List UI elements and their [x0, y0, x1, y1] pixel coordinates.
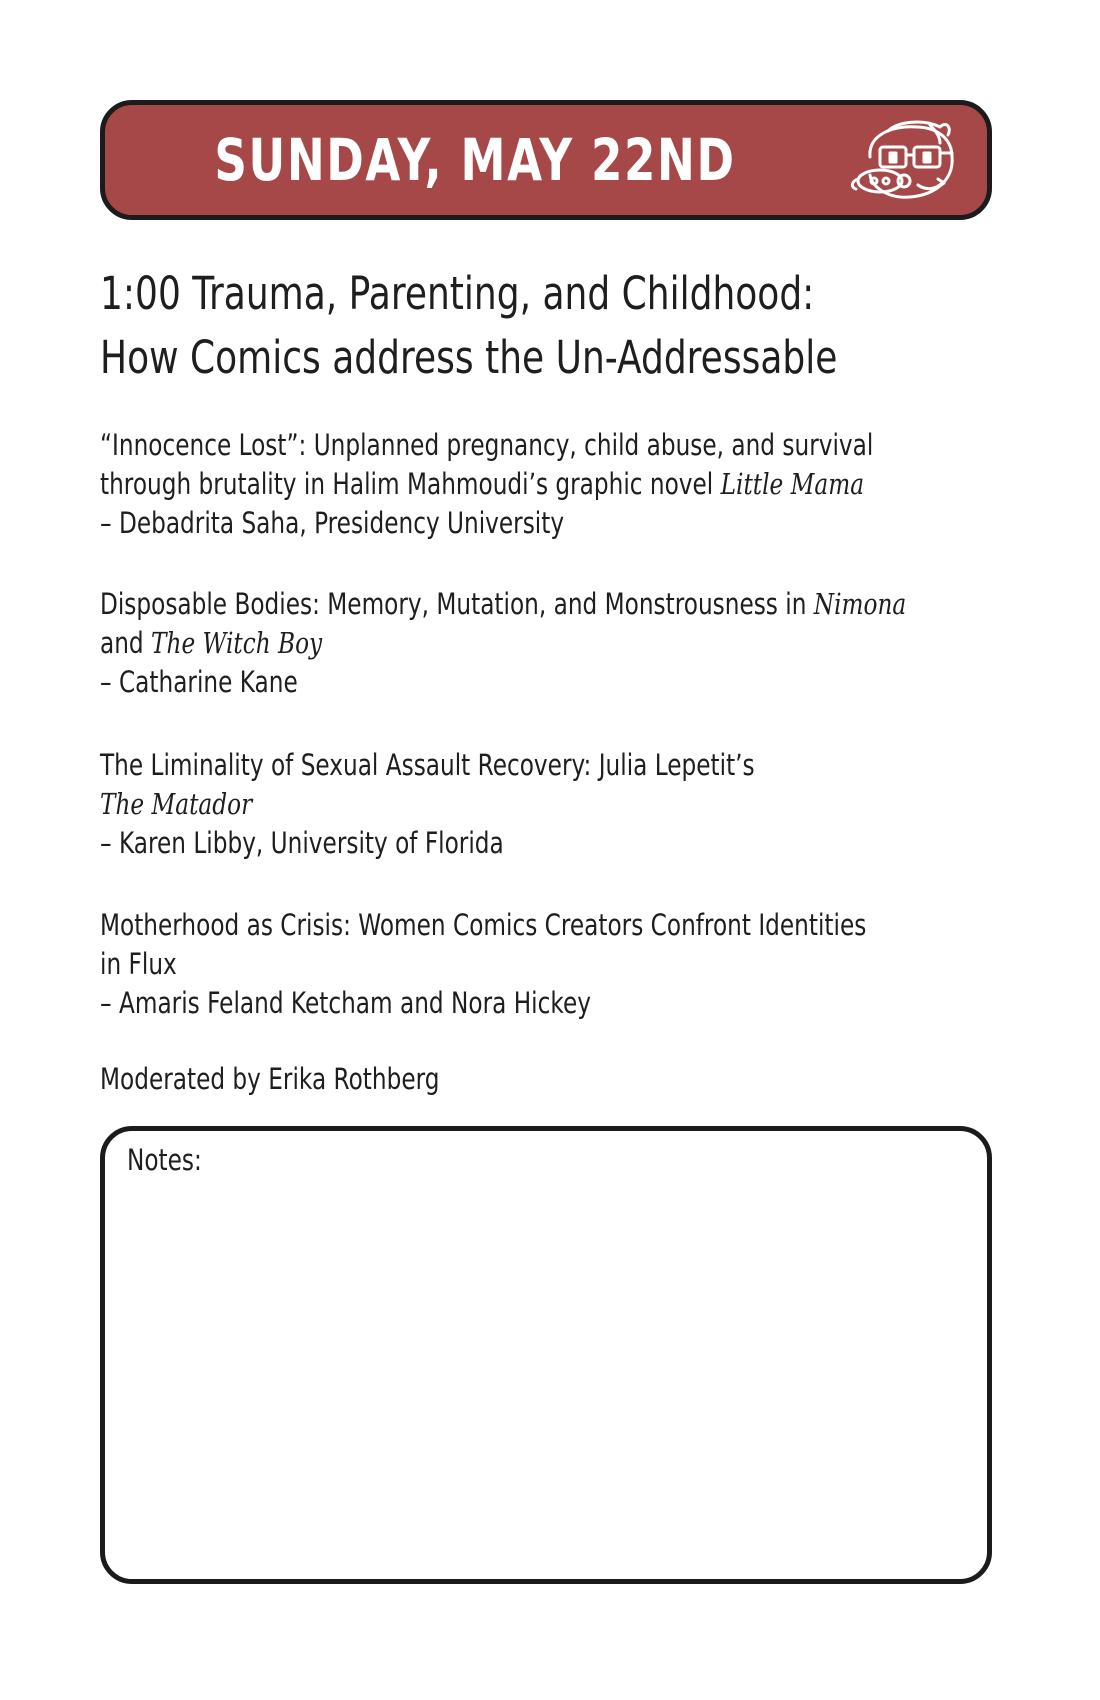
paper-3: [100, 746, 918, 863]
paper-author: – Catharine Kane: [100, 665, 298, 699]
paper-4: [100, 906, 1058, 1023]
paper-title: and: [100, 626, 152, 660]
paper-title: The Liminality of Sexual Assault Recovery: Julia Lepetit’s: [100, 748, 755, 782]
paper-1: [100, 426, 1067, 543]
book-title: Nimona: [813, 587, 907, 621]
day-title: SUNDAY, MAY 22ND: [214, 126, 736, 194]
session-title-line-1: 1:00 Trauma, Parenting, and Childhood:: [100, 267, 815, 320]
day-banner: [100, 100, 992, 220]
paper-title: “Innocence Lost”: Unplanned pregnancy, child abuse, and survival: [100, 428, 874, 462]
paper-title: Motherhood as Crisis: Women Comics Creators Confront Identities: [100, 908, 867, 942]
book-title: Little Mama: [720, 467, 865, 501]
paper-author: – Amaris Feland Ketcham and Nora Hickey: [100, 986, 591, 1020]
session-title: [100, 262, 1022, 390]
paper-author: – Karen Libby, University of Florida: [100, 826, 504, 860]
paper-2: [100, 585, 1100, 702]
moderator: [100, 1060, 524, 1099]
session-title-line-2: How Comics address the Un-Addressable: [100, 331, 838, 384]
glasses-face-icon: [840, 117, 970, 207]
book-title: The Matador: [100, 787, 253, 821]
paper-title: through brutality in Halim Mahmoudi’s graphic novel: [100, 467, 721, 501]
paper-title: in Flux: [100, 947, 177, 981]
paper-title: Disposable Bodies: Memory, Mutation, and Monstrousness in: [100, 587, 814, 621]
moderator-text: Moderated by Erika Rothberg: [100, 1062, 440, 1096]
book-title: The Witch Boy: [151, 626, 323, 660]
notes-box[interactable]: [100, 1126, 992, 1584]
paper-author: – Debadrita Saha, Presidency University: [100, 506, 565, 540]
notes-label: Notes:: [127, 1143, 202, 1177]
